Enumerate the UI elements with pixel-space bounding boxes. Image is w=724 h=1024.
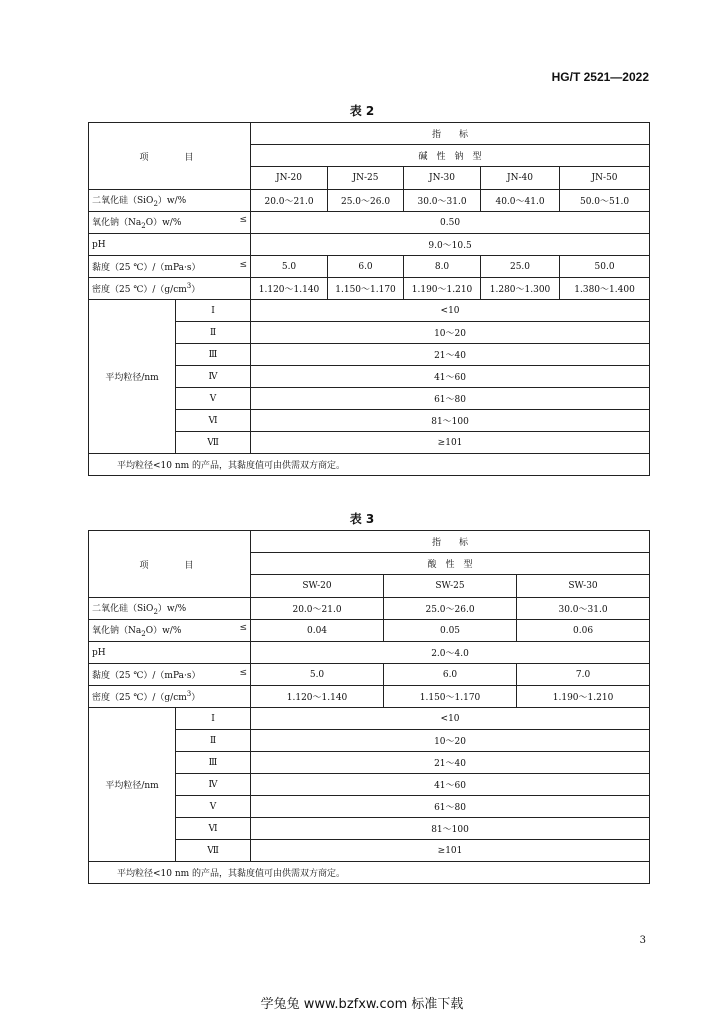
cell: 50.0～51.0 bbox=[560, 190, 650, 212]
particle-grade: Ⅰ bbox=[176, 300, 251, 322]
viscosity-row bbox=[89, 664, 650, 686]
row-label: 氧化钠$(Na_2O)w/\%$ ≤ bbox=[89, 620, 251, 642]
particle-grade: Ⅰ bbox=[176, 708, 251, 730]
row-label: pH bbox=[89, 642, 251, 664]
cell: 8.0 bbox=[404, 256, 481, 278]
grade-header: SW-25 bbox=[384, 575, 517, 598]
particle-value: 10～20 bbox=[251, 730, 650, 752]
table3-caption: 表 3 bbox=[349, 512, 375, 526]
density-row bbox=[89, 686, 650, 708]
type-header: 碱 性 钠 型 bbox=[251, 145, 650, 167]
ph-row bbox=[89, 642, 650, 664]
cell: 1.150～1.170 bbox=[384, 686, 517, 708]
particle-value: 10～20 bbox=[251, 322, 650, 344]
cell: 25.0 bbox=[481, 256, 560, 278]
cell: 0.05 bbox=[384, 620, 517, 642]
viscosity-row bbox=[89, 256, 650, 278]
particle-value: ≥101 bbox=[251, 840, 650, 862]
particle-grade: Ⅶ bbox=[176, 432, 251, 454]
grade-header: JN-20 bbox=[251, 167, 328, 190]
cell: 5.0 bbox=[251, 664, 384, 686]
cell: 9.0～10.5 bbox=[251, 234, 650, 256]
grade-header: SW-30 bbox=[517, 575, 650, 598]
indicator-header: 指 标 bbox=[251, 531, 650, 553]
cell: 2.0～4.0 bbox=[251, 642, 650, 664]
particle-value: 81～100 bbox=[251, 410, 650, 432]
cell: 1.190～1.210 bbox=[404, 278, 481, 300]
footer-watermark[interactable]: 学兔兔 www.bzfxw.com 标准下载 bbox=[260, 997, 464, 1012]
particle-value: 21～40 bbox=[251, 344, 650, 366]
grade-header: JN-25 bbox=[328, 167, 404, 190]
cell: 6.0 bbox=[328, 256, 404, 278]
particle-grade: Ⅱ bbox=[176, 322, 251, 344]
row-label: 二氧化硅（SiO$_2$）w/% bbox=[89, 190, 251, 212]
cell: 6.0 bbox=[384, 664, 517, 686]
particle-grade: Ⅶ bbox=[176, 840, 251, 862]
grade-header: JN-40 bbox=[481, 167, 560, 190]
cell: 1.280～1.300 bbox=[481, 278, 560, 300]
particle-grade: Ⅴ bbox=[176, 388, 251, 410]
table2-note: 平均粒径<10 nm 的产品，其黏度值可由供需双方商定。 bbox=[89, 454, 650, 476]
particle-value: 81～100 bbox=[251, 818, 650, 840]
cell: 1.120～1.140 bbox=[251, 686, 384, 708]
row-label: 密度（25 $℃)/(g/cm^3)$ bbox=[89, 686, 251, 708]
particle-grade: Ⅱ bbox=[176, 730, 251, 752]
row-label: 氧化钠$(Na_2O)w/\%$ ≤ bbox=[89, 212, 251, 234]
cell: 30.0～31.0 bbox=[517, 598, 650, 620]
table2 bbox=[88, 122, 650, 476]
particle-value: <10 bbox=[251, 708, 650, 730]
density-row bbox=[89, 278, 650, 300]
item-header: 项 目 bbox=[89, 531, 251, 598]
table3 bbox=[88, 530, 650, 884]
table2-caption: 表 2 bbox=[349, 104, 375, 118]
sio2-row bbox=[89, 190, 650, 212]
cell: 7.0 bbox=[517, 664, 650, 686]
row-label: 黏度（25 ℃）/（mPa·s） ≤ bbox=[89, 256, 251, 278]
particle-grade: Ⅳ bbox=[176, 366, 251, 388]
standard-code: HG/T 2521—2022 bbox=[551, 70, 649, 84]
particle-grade: Ⅲ bbox=[176, 752, 251, 774]
particle-value: 41～60 bbox=[251, 774, 650, 796]
na2o-row bbox=[89, 620, 650, 642]
cell: 20.0～21.0 bbox=[251, 190, 328, 212]
cell: 25.0～26.0 bbox=[384, 598, 517, 620]
cell: 1.150～1.170 bbox=[328, 278, 404, 300]
page-number: 3 bbox=[639, 935, 646, 946]
cell: 1.380～1.400 bbox=[560, 278, 650, 300]
particle-row bbox=[89, 708, 650, 730]
particle-value: ≥101 bbox=[251, 432, 650, 454]
cell: 25.0～26.0 bbox=[328, 190, 404, 212]
grade-header: SW-20 bbox=[251, 575, 384, 598]
type-header: 酸 性 型 bbox=[251, 553, 650, 575]
particle-label: 平均粒径/nm bbox=[89, 300, 176, 454]
particle-value: 21～40 bbox=[251, 752, 650, 774]
cell: 0.06 bbox=[517, 620, 650, 642]
na2o-row bbox=[89, 212, 650, 234]
cell: 30.0～31.0 bbox=[404, 190, 481, 212]
particle-value: <10 bbox=[251, 300, 650, 322]
row-label: 黏度（25 ℃）/（mPa·s） ≤ bbox=[89, 664, 251, 686]
row-label: 密度（25 $℃)/(g/cm^3)$ bbox=[89, 278, 251, 300]
row-label: 二氧化硅（SiO$_2$）w/% bbox=[89, 598, 251, 620]
cell: 5.0 bbox=[251, 256, 328, 278]
ph-row bbox=[89, 234, 650, 256]
item-header: 项 目 bbox=[89, 123, 251, 190]
cell: 0.04 bbox=[251, 620, 384, 642]
particle-row bbox=[89, 300, 650, 322]
particle-grade: Ⅲ bbox=[176, 344, 251, 366]
particle-grade: Ⅵ bbox=[176, 818, 251, 840]
particle-value: 61～80 bbox=[251, 796, 650, 818]
particle-value: 61～80 bbox=[251, 388, 650, 410]
table3-note: 平均粒径<10 nm 的产品，其黏度值可由供需双方商定。 bbox=[89, 862, 650, 884]
row-label: pH bbox=[89, 234, 251, 256]
particle-label: 平均粒径/nm bbox=[89, 708, 176, 862]
particle-grade: Ⅴ bbox=[176, 796, 251, 818]
grade-header: JN-50 bbox=[560, 167, 650, 190]
cell: 20.0～21.0 bbox=[251, 598, 384, 620]
cell: 1.120～1.140 bbox=[251, 278, 328, 300]
indicator-header: 指 标 bbox=[251, 123, 650, 145]
particle-grade: Ⅳ bbox=[176, 774, 251, 796]
cell: 1.190～1.210 bbox=[517, 686, 650, 708]
cell: 0.50 bbox=[251, 212, 650, 234]
grade-header: JN-30 bbox=[404, 167, 481, 190]
particle-grade: Ⅵ bbox=[176, 410, 251, 432]
particle-value: 41～60 bbox=[251, 366, 650, 388]
cell: 40.0～41.0 bbox=[481, 190, 560, 212]
cell: 50.0 bbox=[560, 256, 650, 278]
sio2-row bbox=[89, 598, 650, 620]
